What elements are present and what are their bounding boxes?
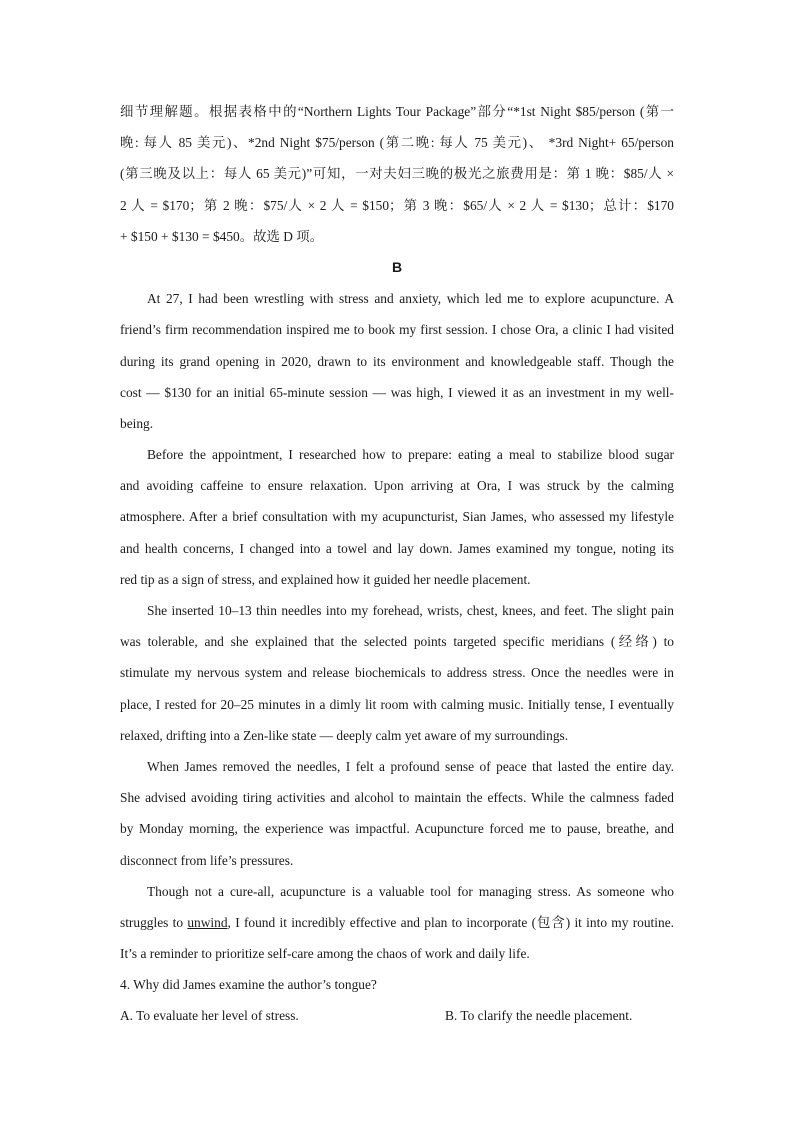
question-block bbox=[120, 969, 674, 1031]
paragraph-2 bbox=[120, 439, 674, 595]
question-stem: 4. Why did James examine the author’s tongue? bbox=[120, 977, 377, 993]
passage-line bbox=[120, 907, 674, 938]
passage-text: , I found it incredibly effective and plan to incorporate (包含) it into my routine. bbox=[227, 914, 674, 930]
passage-line: atmosphere. After a brief consultation with my acupuncturist, Sian James, who assessed my lifestyle bbox=[120, 509, 674, 525]
section-heading: B bbox=[391, 258, 403, 275]
passage-line: When James removed the needles, I felt a profound sense of peace that lasted the entire day. bbox=[147, 758, 674, 774]
passage-line: It’s a reminder to prioritize self-care among the chaos of work and daily life. bbox=[120, 946, 530, 962]
paragraph-5 bbox=[120, 876, 674, 970]
passage-line: She advised avoiding tiring activities and alcohol to maintain the effects. While the calmness faded bbox=[120, 790, 674, 806]
passage-line: stimulate my nervous system and release biochemicals to address stress. Once the needles were in bbox=[120, 665, 674, 681]
passage-line: relaxed, drifting into a Zen-like state — deeply calm yet aware of my surroundings. bbox=[120, 727, 569, 743]
passage-line: by Monday morning, the experience was impactful. Acupuncture forced me to pause, breathe, and bbox=[120, 821, 674, 837]
answer-explanation bbox=[120, 96, 674, 252]
underlined-word: unwind bbox=[187, 914, 228, 930]
option-a: A. To evaluate her level of stress. bbox=[120, 1008, 299, 1024]
passage-line: and health concerns, I changed into a towel and lay down. James examined my tongue, noting its bbox=[120, 540, 674, 556]
passage-line: being. bbox=[120, 415, 154, 431]
paragraph-3 bbox=[120, 595, 674, 751]
passage-line: disconnect from life’s pressures. bbox=[120, 852, 294, 868]
passage-line: during its grand opening in 2020, drawn to its environment and knowledgeable staff. Though the bbox=[120, 353, 674, 369]
passage-line: red tip as a sign of stress, and explained how it guided her needle placement. bbox=[120, 571, 531, 587]
explanation-line: 2 人 = $170；第 2 晚：$75/人 × 2 人 = $150；第 3 晚：$65/人 × 2 人 = $130；总计：$170 bbox=[120, 197, 674, 213]
explanation-line: 晚: 每人 85 美元)、*2nd Night $75/person (第二晚: 每人 75 美元)、 *3rd Night+ 65/person bbox=[120, 135, 674, 151]
paragraph-4 bbox=[120, 751, 674, 876]
explanation-line: + $150 + $130 = $450。故选 D 项。 bbox=[120, 228, 324, 244]
passage-line: cost — $130 for an initial 65-minute session — was high, I viewed it as an investment in my well- bbox=[120, 384, 674, 400]
document-page bbox=[120, 96, 674, 1032]
passage-line: was tolerable, and she explained that the selected points targeted specific meridians (经络) to bbox=[120, 634, 674, 650]
passage-line: Before the appointment, I researched how to prepare: eating a meal to stabilize blood sugar bbox=[147, 447, 674, 463]
explanation-line: 细节理解题。根据表格中的“Northern Lights Tour Package”部分“*1st Night $85/person (第一 bbox=[120, 104, 674, 119]
passage-line: place, I rested for 20–25 minutes in a dimly lit room with calming music. Initially tense, I eventually bbox=[120, 696, 674, 712]
passage-line: Though not a cure-all, acupuncture is a valuable tool for managing stress. As someone who bbox=[147, 883, 674, 899]
answer-options bbox=[120, 1000, 674, 1031]
option-b: B. To clarify the needle placement. bbox=[445, 1008, 633, 1024]
explanation-line: (第三晚及以上：每人 65 美元)”可知，一对夫妇三晚的极光之旅费用是：第 1 晚：$85/人 × bbox=[120, 166, 674, 182]
passage-text: struggles to bbox=[120, 914, 188, 930]
passage-line: and avoiding caffeine to ensure relaxation. Upon arriving at Ora, I was struck by the calming bbox=[120, 478, 674, 494]
reading-passage bbox=[120, 283, 674, 969]
passage-line: friend’s firm recommendation inspired me to book my first session. I chose Ora, a clinic I had visited bbox=[120, 322, 674, 338]
passage-line: At 27, I had been wrestling with stress and anxiety, which led me to explore acupuncture. A bbox=[147, 291, 674, 307]
passage-line: She inserted 10–13 thin needles into my forehead, wrists, chest, knees, and feet. The slight pain bbox=[147, 603, 674, 618]
paragraph-1 bbox=[120, 283, 674, 439]
